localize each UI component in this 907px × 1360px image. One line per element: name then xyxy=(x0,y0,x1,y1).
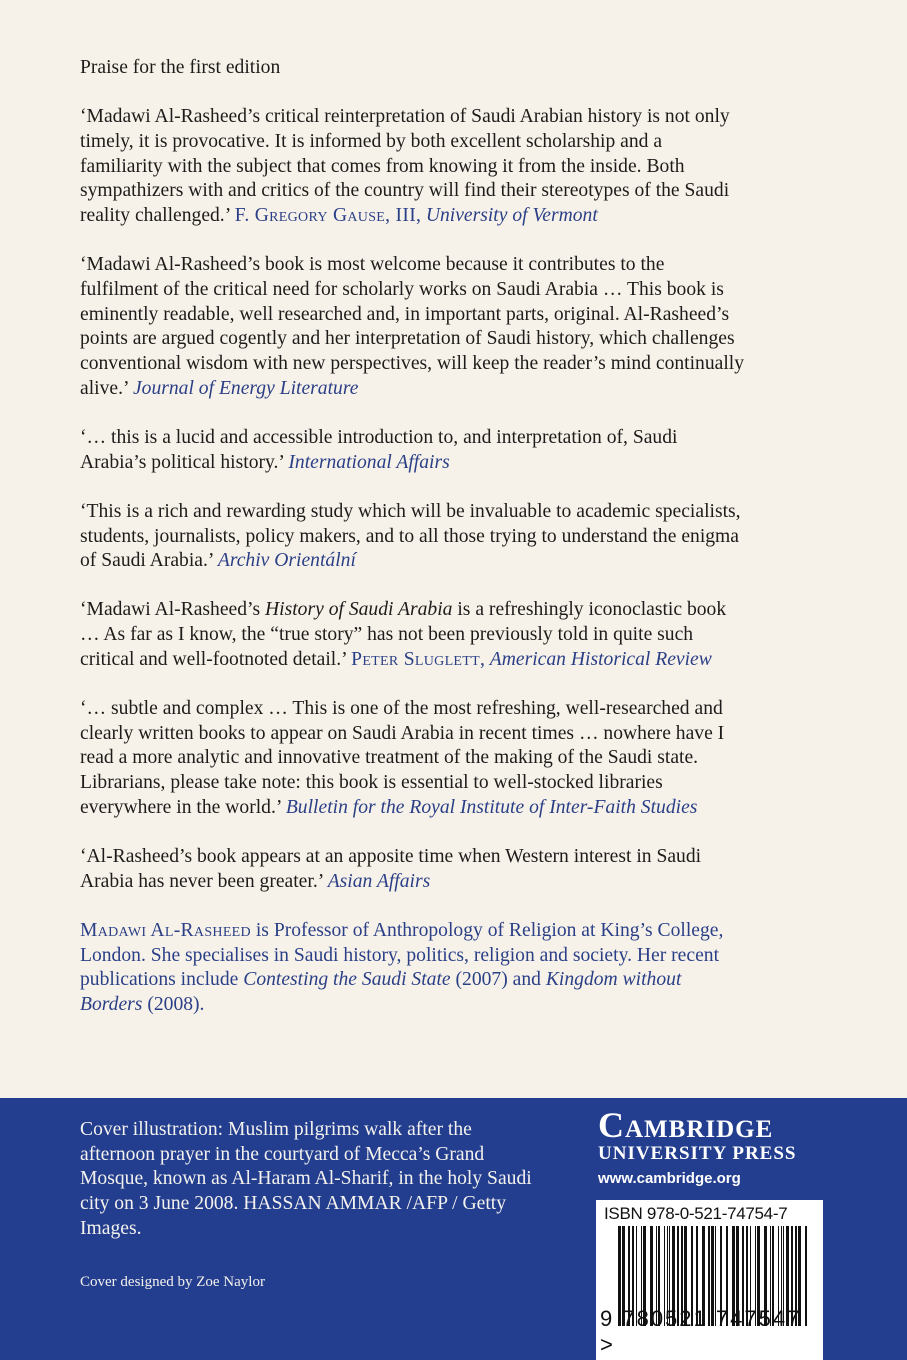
praise-heading: Praise for the first edition xyxy=(80,57,281,78)
quote-4: ‘This is a rich and rewarding study which will be invaluable to academic specialists, students, journalists, policy makers, and to all those trying to understand the enigma of Saudi Arabia.’ Archiv Orientální xyxy=(80,500,741,572)
quote-2: ‘Madawi Al-Rasheed’s book is most welcome because it contributes to the fulfilment of the critical need for scholarly works on Saudi Arabia … This book is eminently readable, well researched and, in important parts, original. Al-Rasheed’s points are argued cogently and her interpretation of Saudi history, which challenges conventional wisdom with new perspectives, will keep the reader’s mind continually alive.’ Journal of Energy Literature xyxy=(80,254,745,399)
publisher-url: www.cambridge.org xyxy=(598,1170,741,1187)
quote-3: ‘… this is a lucid and accessible introduction to, and interpretation of, Saudi Arabia’s political history.’ International Affairs xyxy=(80,426,678,473)
isbn-text: ISBN 978-0-521-74754-7 xyxy=(604,1204,788,1223)
author-bio: Madawi Al-Rasheed is Professor of Anthropology of Religion at King’s College, London. She specialises in Saudi history, politics, religion and society. Her recent publications include Contesting the Saudi State (2007) and Kingdom without Borders (2008). xyxy=(80,919,724,1016)
quote-source: University of Vermont xyxy=(425,205,598,227)
quote-author: F. Gregory Gause, III xyxy=(234,205,417,227)
quote-author: Peter Sluglett xyxy=(351,648,480,670)
quote-1: ‘Madawi Al-Rasheed’s critical reinterpretation of Saudi Arabian history is not only timely, it is provocative. It is informed by both excellent scholarship and a familiarity with the subject that comes from knowing it from the inside. Both sympathizers with and critics of the country will find their stereotypes of the Saudi reality challenged.’ F. Gregory Gause, III, University of Vermont xyxy=(80,106,730,227)
quote-source: Archiv Orientální xyxy=(217,550,356,572)
quote-7: ‘Al-Rasheed’s book appears at an apposite time when Western interest in Saudi Arabia has never been greater.’ Asian Affairs xyxy=(80,846,702,892)
isbn-barcode xyxy=(596,1200,823,1360)
quote-source: Asian Affairs xyxy=(327,870,431,892)
quote-source: Bulletin for the Royal Institute of Inter-Faith Studies xyxy=(285,796,698,818)
quote-source: International Affairs xyxy=(288,451,450,473)
publisher-logo: Cambridge UNIVERSITY PRESS www.cambridge.org xyxy=(598,1105,797,1187)
praise-section xyxy=(80,56,745,1042)
publisher-band xyxy=(0,1098,907,1360)
quote-source: Journal of Energy Literature xyxy=(132,377,359,399)
quote-source: American Historical Review xyxy=(489,648,712,670)
barcode-digits: 9 780521 747547 > xyxy=(600,1306,802,1357)
cover-designer: Cover designed by Zoe Naylor xyxy=(80,1274,265,1290)
book-title: History of Saudi Arabia xyxy=(265,599,453,621)
cover-caption: Cover illustration: Muslim pilgrims walk after the afternoon prayer in the courtyard of Mecca’s Grand Mosque, known as Al-Haram Al-Sharif, in the holy Saudi city on 3 June 2008. HASSAN AMMAR /AFP / Getty Images. xyxy=(80,1119,532,1239)
bio-name: Madawi Al-Rasheed xyxy=(80,919,251,941)
quote-5: ‘Madawi Al-Rasheed’s History of Saudi Arabia is a refreshingly iconoclastic book … As far as I know, the “true story” has not been previously told in quite such critical and well-footnoted detail.’ Peter Sluglett, American Historical Review xyxy=(80,599,727,670)
quote-6: ‘… subtle and complex … This is one of the most refreshing, well-researched and clearly written books to appear on Saudi Arabia in recent times … nowhere have I read a more analytic and innovative treatment of the making of the Saudi state. Librarians, please take note: this book is essential to well-stocked libraries everywhere in the world.’ Bulletin for the Royal Institute of Inter-Faith Studies xyxy=(80,698,725,818)
